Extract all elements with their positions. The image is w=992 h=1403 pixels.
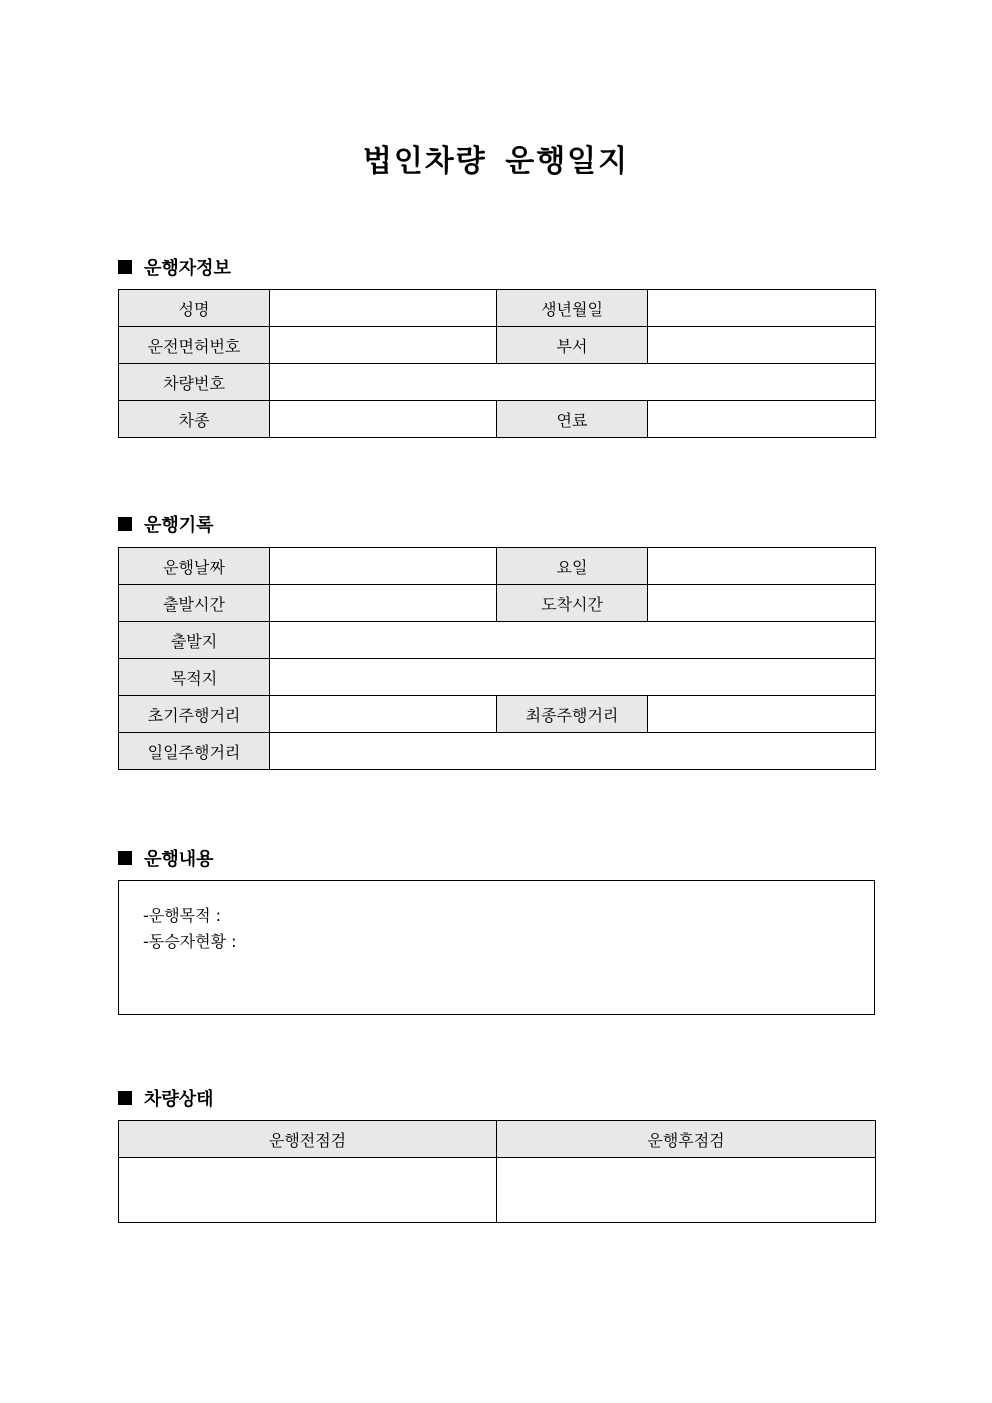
departure-time-label: 출발시간 xyxy=(119,585,270,622)
square-bullet-icon xyxy=(118,517,132,531)
post-trip-check-field[interactable] xyxy=(497,1158,876,1223)
license-number-label: 운전면허번호 xyxy=(119,327,270,364)
birth-date-label: 생년월일 xyxy=(497,290,648,327)
fuel-field[interactable] xyxy=(648,401,876,438)
final-mileage-field[interactable] xyxy=(648,696,876,733)
initial-mileage-label: 초기주행거리 xyxy=(119,696,270,733)
origin-field[interactable] xyxy=(270,622,876,659)
trip-date-label: 운행날짜 xyxy=(119,548,270,585)
arrival-time-label: 도착시간 xyxy=(497,585,648,622)
table-row xyxy=(119,733,876,770)
origin-label: 출발지 xyxy=(119,622,270,659)
plate-number-label: 차량번호 xyxy=(119,364,270,401)
vehicle-status-table xyxy=(118,1120,876,1223)
section-heading-trip-content xyxy=(118,845,214,871)
vehicle-model-label: 차종 xyxy=(119,401,270,438)
section-heading-label: 운행기록 xyxy=(144,515,214,536)
table-row xyxy=(119,401,876,438)
arrival-time-field[interactable] xyxy=(648,585,876,622)
plate-number-field[interactable] xyxy=(270,364,876,401)
name-field[interactable] xyxy=(270,290,497,327)
passengers-line: -동승자현황 : xyxy=(143,932,237,951)
pre-trip-check-field[interactable] xyxy=(119,1158,497,1223)
table-row xyxy=(119,1158,876,1223)
final-mileage-label: 최종주행거리 xyxy=(497,696,648,733)
pre-trip-check-label: 운행전점검 xyxy=(119,1121,497,1158)
department-field[interactable] xyxy=(648,327,876,364)
trip-record-table xyxy=(118,547,876,770)
table-row xyxy=(119,696,876,733)
destination-label: 목적지 xyxy=(119,659,270,696)
trip-content-box[interactable] xyxy=(118,880,875,1015)
square-bullet-icon xyxy=(118,851,132,865)
fuel-label: 연료 xyxy=(497,401,648,438)
trip-purpose-line: -운행목적 : xyxy=(143,906,222,925)
section-heading-driver-info xyxy=(118,254,231,280)
weekday-label: 요일 xyxy=(497,548,648,585)
license-number-field[interactable] xyxy=(270,327,497,364)
daily-mileage-field[interactable] xyxy=(270,733,876,770)
section-heading-label: 차량상태 xyxy=(144,1089,214,1110)
section-heading-trip-record xyxy=(118,511,214,537)
table-row xyxy=(119,548,876,585)
post-trip-check-label: 운행후점검 xyxy=(497,1121,876,1158)
name-label: 성명 xyxy=(119,290,270,327)
page-title: 법인차량 운행일지 xyxy=(362,144,630,179)
destination-field[interactable] xyxy=(270,659,876,696)
vehicle-model-field[interactable] xyxy=(270,401,497,438)
daily-mileage-label: 일일주행거리 xyxy=(119,733,270,770)
section-heading-vehicle-status xyxy=(118,1085,214,1111)
square-bullet-icon xyxy=(118,260,132,274)
section-heading-label: 운행내용 xyxy=(144,849,214,870)
table-row xyxy=(119,659,876,696)
table-row xyxy=(119,290,876,327)
table-row xyxy=(119,1121,876,1158)
table-row xyxy=(119,622,876,659)
department-label: 부서 xyxy=(497,327,648,364)
driver-info-table xyxy=(118,289,876,438)
initial-mileage-field[interactable] xyxy=(270,696,497,733)
table-row xyxy=(119,364,876,401)
weekday-field[interactable] xyxy=(648,548,876,585)
section-heading-label: 운행자정보 xyxy=(144,258,231,279)
trip-date-field[interactable] xyxy=(270,548,497,585)
birth-date-field[interactable] xyxy=(648,290,876,327)
square-bullet-icon xyxy=(118,1091,132,1105)
table-row xyxy=(119,585,876,622)
table-row xyxy=(119,327,876,364)
departure-time-field[interactable] xyxy=(270,585,497,622)
